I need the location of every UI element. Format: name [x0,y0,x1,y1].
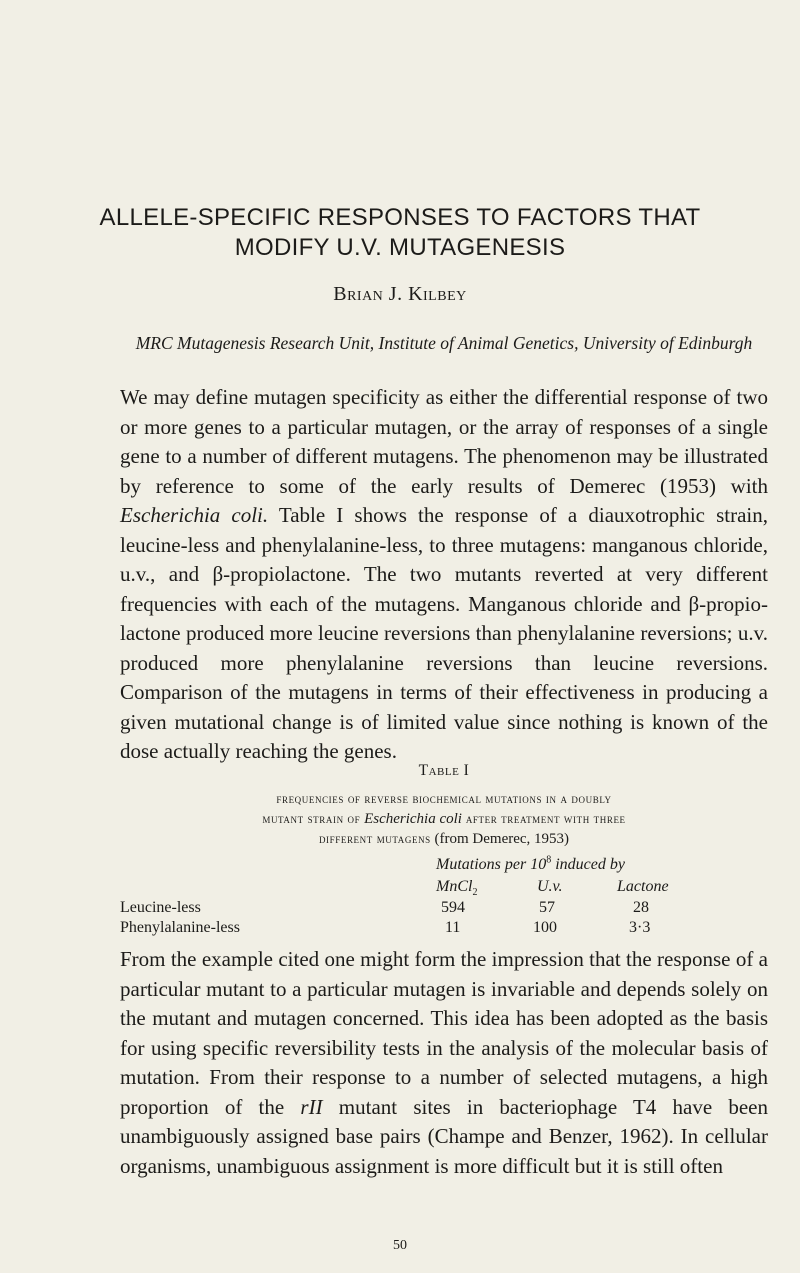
table-row-label: Leucine-less [120,899,201,916]
table-cell-uv: 100 [533,919,557,936]
table-caption [120,789,768,849]
table-label: Table I [418,762,470,779]
paragraph-body [120,945,768,1181]
caption-organism: Escherichia coli [364,811,462,827]
affiliation: MRC Mutagenesis Research Unit, Institute of Animal Genetics, University of Edinburgh [135,333,753,353]
mutant-name: rII [300,1094,323,1119]
page-number: 50 [393,1238,407,1253]
table-cell-lactone: 3·3 [629,919,651,936]
paragraph-text: Table I shows the response of a diauxotrophic strain, leucine-less and phenylalanine-less, to three mutagens: manganous chloride, u.v., and β-propiolactone. The two mutants reverted at very different frequencies with each of the mutagens. Manganous chloride and β-propiolactone produced more leucine reversions than phenylalanine reversions; u.v. produced more phenylalanine reversions than leucine reversions. Comparison of the mutagens in terms of their effectiveness in producing a given mutational change is of limited value since nothing is known of the dose actually reaching the genes. [120,503,768,763]
caption-line-1: frequencies of reverse biochemical mutations in a doubly [276,791,612,806]
paragraph-text: We may define mutagen specificity as either the differential response of two or more genes to a particular mutagen, or the array of responses of a single gene to a number of different mutagens. The phenomenon may be illustrated by reference to some of the early results of Demerec (1953) with [120,385,768,498]
table-header-units: Mutations per $10^8$ induced by [436,854,625,873]
table-cell-uv: 57 [539,899,555,916]
caption-line-2: mutant strain of Escherichia coli after treatment with three [262,811,626,827]
table-cell-lactone: 28 [633,899,649,916]
author-name: Brian J. Kilbey [333,283,467,305]
organism-name: Escherichia coli. [120,503,269,527]
caption-line-3: different mutagens (from Demerec, 1953) [318,831,570,847]
table-cell-mncl2: 594 [441,899,465,916]
table-row-label: Phenylalanine-less [120,919,240,936]
column-header-mncl2: MnCl$_2$ [436,878,478,899]
title-line-2: MODIFY U.V. MUTAGENESIS [234,234,566,261]
paragraph-intro [120,383,768,767]
paragraph-text: mutant sites in bacteriophage T4 have been unambiguously assigned base pairs (Champe and Benzer, 1962). In cellular organisms, unambiguous assignment is more difficult but it is still often [120,1094,768,1178]
title-line-1: ALLELE-SPECIFIC RESPONSES TO FACTORS THAT [99,204,701,231]
paragraph-text: From the example cited one might form the impression that the response of a particular mutant to a particular mutagen is invariable and depends solely on the mutant and mutagen concerned. This idea has been adopted as the basis for using specific reversibility tests in the analysis of the molecular basis of mutation. From their response to a number of selected mutagens, a high proportion of the [120,947,768,1119]
article-title [60,203,740,263]
column-header-lactone: Lactone [617,878,669,895]
column-header-uv: U.v. [537,878,563,895]
table-cell-mncl2: 11 [445,919,461,936]
